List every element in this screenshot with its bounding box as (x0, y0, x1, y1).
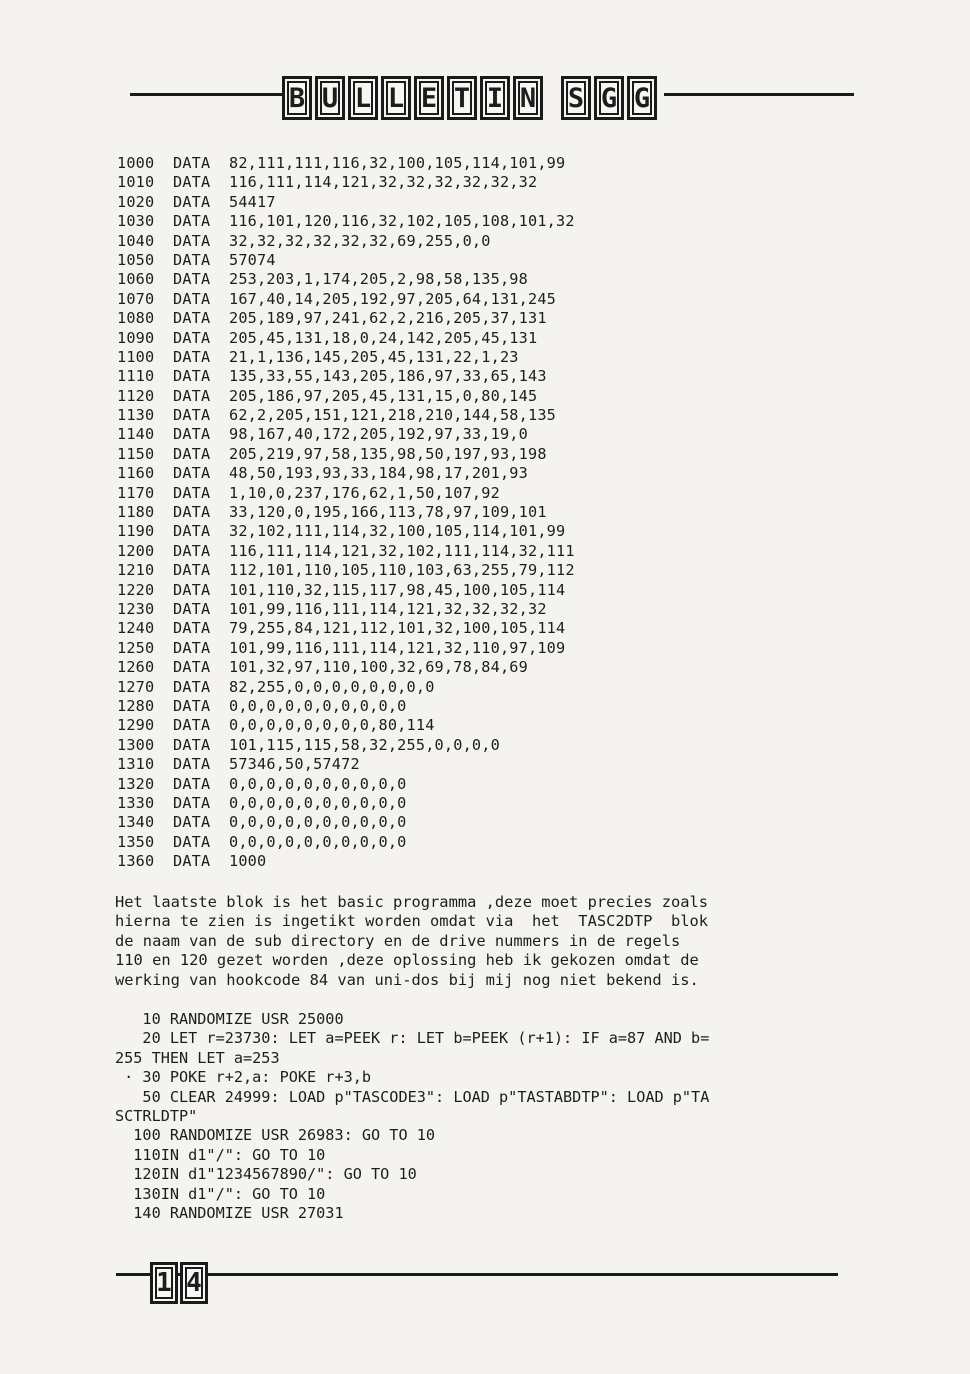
line-number: 1290 (117, 716, 155, 735)
line-number: 1170 (117, 483, 155, 502)
data-values: 0,0,0,0,0,0,0,0,0,0 (229, 813, 407, 832)
data-line (117, 445, 575, 464)
line-number: 1120 (117, 386, 155, 405)
explanation-paragraph (115, 893, 855, 990)
page-digit: 1 (150, 1262, 178, 1304)
logo-letter: L (348, 76, 378, 120)
data-line (117, 678, 575, 697)
data-line (117, 600, 575, 619)
program-line: 50 CLEAR 24999: LOAD p"TASCODE3": LOAD p"TASTABDTP": LOAD p"TA (115, 1087, 710, 1106)
data-line (117, 484, 575, 503)
data-line (117, 232, 575, 251)
line-number: 1150 (117, 444, 155, 463)
line-number: 1100 (117, 347, 155, 366)
data-keyword: DATA (173, 735, 211, 754)
data-keyword: DATA (173, 347, 211, 366)
data-keyword: DATA (173, 561, 211, 580)
program-line: 10 RANDOMIZE USR 25000 (115, 1010, 344, 1028)
data-keyword: DATA (173, 406, 211, 425)
data-values: 57074 (229, 250, 276, 269)
program-line: 140 RANDOMIZE USR 27031 (115, 1203, 344, 1222)
line-number: 1350 (117, 832, 155, 851)
program-line: 20 LET r=23730: LET a=PEEK r: LET b=PEEK (r+1): IF a=87 AND b= (115, 1029, 710, 1048)
data-keyword: DATA (173, 192, 211, 211)
logo-letter: T (447, 76, 477, 120)
program-line: 130IN d1"/": GO TO 10 (115, 1184, 326, 1203)
line-number: 1130 (117, 406, 155, 425)
line-number: 1360 (117, 852, 155, 871)
data-line (117, 270, 575, 289)
page-digit: 4 (180, 1262, 208, 1304)
data-keyword: DATA (173, 852, 211, 871)
line-number: 1160 (117, 464, 155, 483)
data-keyword: DATA (173, 716, 211, 735)
data-line (117, 813, 575, 832)
data-values: 116,111,114,121,32,32,32,32,32,32 (229, 173, 538, 192)
logo-letter: I (480, 76, 510, 120)
data-keyword: DATA (173, 774, 211, 793)
data-values: 167,40,14,205,192,97,205,64,131,245 (229, 289, 557, 308)
data-values: 82,111,111,116,32,100,105,114,101,99 (229, 154, 566, 172)
data-values: 21,1,136,145,205,45,131,22,1,23 (229, 347, 519, 366)
data-keyword: DATA (173, 464, 211, 483)
data-values: 205,186,97,205,45,131,15,0,80,145 (229, 386, 538, 405)
logo-space (546, 76, 558, 120)
logo-letter: L (381, 76, 411, 120)
data-line (117, 464, 575, 483)
data-values: 205,189,97,241,62,2,216,205,37,131 (229, 309, 547, 328)
line-number: 1220 (117, 580, 155, 599)
data-line (117, 775, 575, 794)
data-keyword: DATA (173, 696, 211, 715)
data-line (117, 348, 575, 367)
line-number: 1090 (117, 328, 155, 347)
line-number: 1060 (117, 270, 155, 289)
data-values: 0,0,0,0,0,0,0,0,0,0 (229, 832, 407, 851)
data-keyword: DATA (173, 289, 211, 308)
line-number: 1270 (117, 677, 155, 696)
data-values: 0,0,0,0,0,0,0,0,0,0 (229, 696, 407, 715)
paragraph-line: 110 en 120 gezet worden ,deze oplossing heb ik gekozen omdat de (115, 951, 699, 970)
data-line (117, 581, 575, 600)
logo-letter: E (414, 76, 444, 120)
header-rule-left (130, 93, 282, 96)
line-number: 1300 (117, 735, 155, 754)
data-line (117, 367, 575, 386)
logo-letter: N (513, 76, 543, 120)
data-line (117, 852, 575, 871)
logo-letter: G (594, 76, 624, 120)
data-keyword: DATA (173, 309, 211, 328)
basic-program (115, 1010, 860, 1223)
data-line (117, 755, 575, 774)
data-keyword: DATA (173, 522, 211, 541)
data-line (117, 794, 575, 813)
data-values: 101,99,116,111,114,121,32,32,32,32 (229, 599, 547, 618)
program-line: · 30 POKE r+2,a: POKE r+3,b (115, 1068, 372, 1087)
data-keyword: DATA (173, 328, 211, 347)
data-values: 48,50,193,93,33,184,98,17,201,93 (229, 464, 528, 483)
data-keyword: DATA (173, 677, 211, 696)
header-rule-right (664, 93, 854, 96)
line-number: 1250 (117, 638, 155, 657)
line-number: 1330 (117, 793, 155, 812)
data-keyword: DATA (173, 386, 211, 405)
line-number: 1010 (117, 173, 155, 192)
data-line (117, 619, 575, 638)
program-line: 100 RANDOMIZE USR 26983: GO TO 10 (115, 1126, 436, 1145)
data-values: 135,33,55,143,205,186,97,33,65,143 (229, 367, 547, 386)
data-values: 54417 (229, 192, 276, 211)
paragraph-line: werking van hookcode 84 van uni-dos bij mij nog niet bekend is. (115, 970, 699, 989)
logo-letter: G (627, 76, 657, 120)
data-keyword: DATA (173, 250, 211, 269)
line-number: 1180 (117, 503, 155, 522)
line-number: 1000 (117, 154, 155, 172)
data-values: 101,115,115,58,32,255,0,0,0,0 (229, 735, 500, 754)
data-keyword: DATA (173, 425, 211, 444)
line-number: 1110 (117, 367, 155, 386)
data-line (117, 561, 575, 580)
data-values: 0,0,0,0,0,0,0,0,0,0 (229, 793, 407, 812)
footer-rule (116, 1273, 838, 1276)
data-keyword: DATA (173, 599, 211, 618)
data-keyword: DATA (173, 638, 211, 657)
data-values: 112,101,110,105,110,103,63,255,79,112 (229, 561, 575, 580)
line-number: 1230 (117, 599, 155, 618)
data-line (117, 173, 575, 192)
data-values: 101,99,116,111,114,121,32,110,97,109 (229, 638, 566, 657)
line-number: 1260 (117, 658, 155, 677)
data-keyword: DATA (173, 212, 211, 231)
data-values: 98,167,40,172,205,192,97,33,19,0 (229, 425, 528, 444)
data-keyword: DATA (173, 367, 211, 386)
data-values: 1,10,0,237,176,62,1,50,107,92 (229, 483, 500, 502)
data-line (117, 503, 575, 522)
data-keyword: DATA (173, 658, 211, 677)
data-line (117, 309, 575, 328)
data-keyword: DATA (173, 619, 211, 638)
paragraph-line: Het laatste blok is het basic programma ,deze moet precies zoals (115, 893, 709, 911)
data-keyword: DATA (173, 755, 211, 774)
paragraph-line: hierna te zien is ingetikt worden omdat via het TASC2DTP blok (115, 912, 709, 931)
data-values: 32,32,32,32,32,32,69,255,0,0 (229, 231, 491, 250)
data-keyword: DATA (173, 231, 211, 250)
data-values: 62,2,205,151,121,218,210,144,58,135 (229, 406, 557, 425)
data-keyword: DATA (173, 541, 211, 560)
program-line: 120IN d1"1234567890/": GO TO 10 (115, 1165, 417, 1184)
data-line (117, 542, 575, 561)
data-values: 82,255,0,0,0,0,0,0,0,0 (229, 677, 435, 696)
data-keyword: DATA (173, 270, 211, 289)
data-line (117, 522, 575, 541)
data-values: 1000 (229, 852, 267, 871)
data-values: 101,110,32,115,117,98,45,100,105,114 (229, 580, 566, 599)
line-number: 1320 (117, 774, 155, 793)
data-values: 253,203,1,174,205,2,98,58,135,98 (229, 270, 528, 289)
data-keyword: DATA (173, 580, 211, 599)
data-values: 33,120,0,195,166,113,78,97,109,101 (229, 503, 547, 522)
basic-data-listing (117, 154, 575, 871)
data-keyword: DATA (173, 793, 211, 812)
data-values: 116,101,120,116,32,102,105,108,101,32 (229, 212, 575, 231)
data-line (117, 658, 575, 677)
data-keyword: DATA (173, 154, 211, 172)
data-values: 205,45,131,18,0,24,142,205,45,131 (229, 328, 538, 347)
paragraph-line: de naam van de sub directory en de drive nummers in de regels (115, 931, 681, 950)
data-values: 79,255,84,121,112,101,32,100,105,114 (229, 619, 566, 638)
data-keyword: DATA (173, 483, 211, 502)
program-line: 110IN d1"/": GO TO 10 (115, 1145, 326, 1164)
line-number: 1080 (117, 309, 155, 328)
data-line (117, 716, 575, 735)
data-line (117, 406, 575, 425)
page-number (150, 1262, 208, 1304)
data-line (117, 833, 575, 852)
logo-letter: S (561, 76, 591, 120)
data-line (117, 290, 575, 309)
data-values: 0,0,0,0,0,0,0,0,80,114 (229, 716, 435, 735)
line-number: 1030 (117, 212, 155, 231)
data-values: 101,32,97,110,100,32,69,78,84,69 (229, 658, 528, 677)
line-number: 1280 (117, 696, 155, 715)
data-keyword: DATA (173, 503, 211, 522)
line-number: 1070 (117, 289, 155, 308)
data-line (117, 251, 575, 270)
data-keyword: DATA (173, 813, 211, 832)
data-values: 0,0,0,0,0,0,0,0,0,0 (229, 774, 407, 793)
data-values: 205,219,97,58,135,98,50,197,93,198 (229, 444, 547, 463)
data-line (117, 697, 575, 716)
data-line (117, 154, 575, 173)
data-line (117, 329, 575, 348)
line-number: 1240 (117, 619, 155, 638)
data-line (117, 212, 575, 231)
logo-letter: U (315, 76, 345, 120)
data-values: 116,111,114,121,32,102,111,114,32,111 (229, 541, 575, 560)
line-number: 1340 (117, 813, 155, 832)
line-number: 1050 (117, 250, 155, 269)
data-line (117, 193, 575, 212)
line-number: 1140 (117, 425, 155, 444)
data-keyword: DATA (173, 173, 211, 192)
line-number: 1040 (117, 231, 155, 250)
line-number: 1310 (117, 755, 155, 774)
data-values: 32,102,111,114,32,100,105,114,101,99 (229, 522, 566, 541)
data-values: 57346,50,57472 (229, 755, 360, 774)
line-number: 1200 (117, 541, 155, 560)
data-keyword: DATA (173, 832, 211, 851)
line-number: 1190 (117, 522, 155, 541)
data-line (117, 387, 575, 406)
program-line: SCTRLDTP" (115, 1106, 198, 1125)
logo-letter: B (282, 76, 312, 120)
data-line (117, 425, 575, 444)
line-number: 1210 (117, 561, 155, 580)
data-keyword: DATA (173, 444, 211, 463)
line-number: 1020 (117, 192, 155, 211)
program-line: 255 THEN LET a=253 (115, 1048, 280, 1067)
data-line (117, 736, 575, 755)
bulletin-sgg-logo (282, 76, 657, 120)
data-line (117, 639, 575, 658)
